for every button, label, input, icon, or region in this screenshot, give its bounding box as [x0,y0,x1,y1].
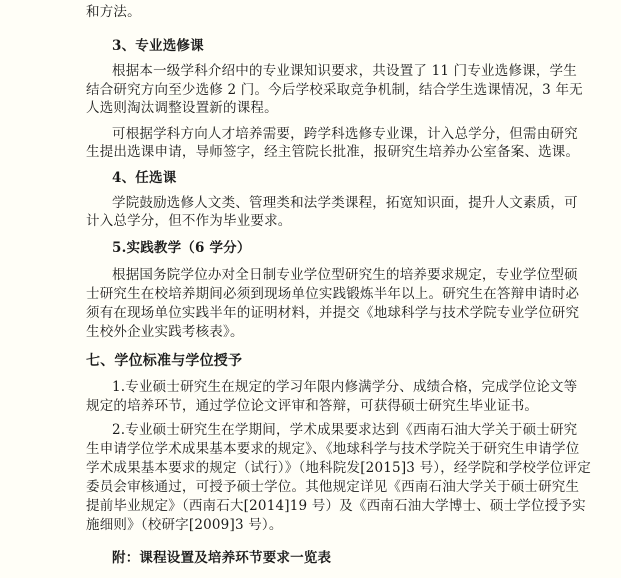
text-line: 生校外企业实践考核表》。 [86,324,244,340]
text-line: 和方法。 [86,4,141,20]
appendix-heading: 附：课程设置及培养环节要求一览表 [112,550,332,566]
text-line: 计入总学分，但不作为毕业要求。 [86,213,292,229]
text-line: 规定的培养环节，通过学位论文评审和答辩，可获得硕士研究生毕业证书。 [86,398,539,414]
text-line: 1.专业硕士研究生在规定的学习年限内修满学分、成绩合格，完成学位论文等 [112,379,578,395]
section-heading-optional-courses: 4、任选课 [112,170,177,186]
text-line: 施细则》（校研字[2009]3 号）。 [86,517,283,533]
section-heading-degree-standard: 七、学位标准与学位授予 [86,353,243,369]
text-line: 生提出选课申请，导师签字，经主管院长批准，报研究生培养办公室备案、选课。 [86,144,580,160]
section-heading-practice: 5.实践教学（6 学分） [112,240,251,256]
text-line: 委员会审核通过，可授予硕士学位。其他规定详见《西南石油大学关于硕士研究生 [86,479,580,495]
text-line: 结合研究方向至少选修 2 门。今后学校采取竞争机制，结合学生选课情况，3 年无 [86,82,583,98]
text-line: 根据国务院学位办对全日制专业学位型研究生的培养要求规定，专业学位型硕 [112,267,578,283]
text-line: 2.专业硕士研究生在学期间，学术成果要求达到《西南石油大学关于硕士研究 [112,422,578,438]
text-line: 提前毕业规定》（西南石大[2014]19 号）及《西南石油大学博士、硕士学位授予实 [86,498,586,514]
text-line: 学院鼓励选修人文类、管理类和法学类课程，拓宽知识面，提升人文素质，可 [112,195,578,211]
text-line: 士研究生在校培养期间必须到现场单位实践锻炼半年以上。研究生在答辩申请时必 [86,286,580,302]
text-line: 根据本一级学科介绍中的专业课知识要求，共设置了 11 门专业选修课，学生 [112,63,577,79]
text-line: 可根据学科方向人才培养需要，跨学科选修专业课，计入总学分，但需由研究 [112,126,578,142]
section-heading-elective-courses: 3、专业选修课 [112,38,204,54]
text-line: 须有在现场单位实践半年的证明材料，并提交《地球科学与技术学院专业学位研究 [86,305,580,321]
text-line: 人选则淘汰调整设置新的课程。 [86,100,278,116]
text-line: 学术成果基本要求的规定（试行）》（地科院发[2015]3 号），经学院和学校学位评定 [86,460,591,476]
text-line: 生申请学位学术成果基本要求的规定》、《地球科学与技术学院关于研究生申请学位 [86,441,580,457]
